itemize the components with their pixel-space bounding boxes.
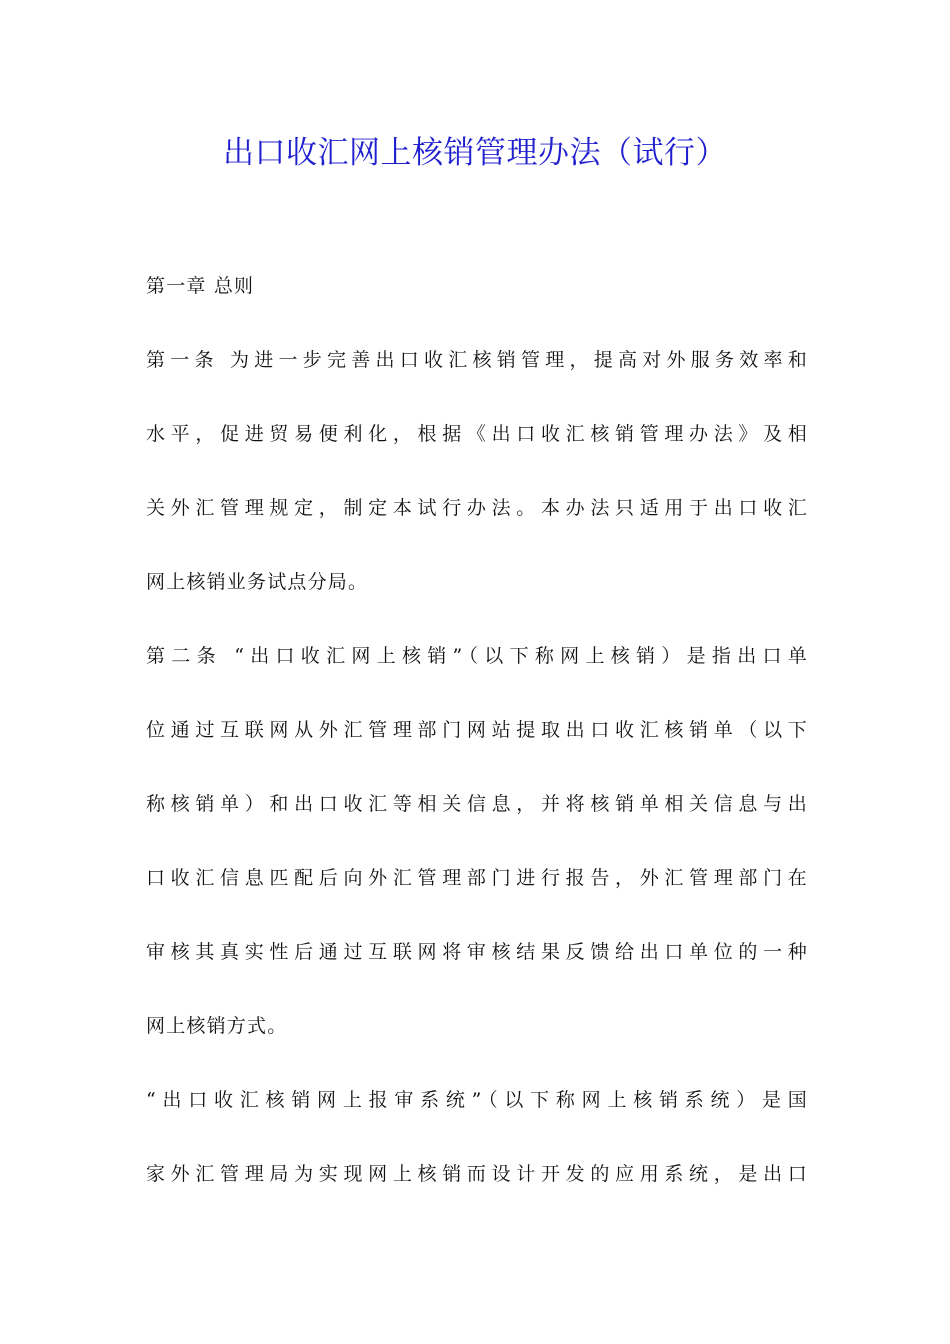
system-definition-paragraph <box>146 1076 808 1198</box>
paragraph-line: 审核其真实性后通过互联网将审核结果反馈给出口单位的一种 <box>146 941 808 963</box>
article-2-paragraph <box>146 632 808 1050</box>
paragraph-line: “出口收汇核销网上报审系统”（以下称网上核销系统）是国 <box>146 1089 808 1111</box>
paragraph-line: 第二条 “出口收汇网上核销”（以下称网上核销）是指出口单 <box>146 645 808 667</box>
document-title: 出口收汇网上核销管理办法（试行） <box>223 135 727 171</box>
paragraph-line: 关外汇管理规定，制定本试行办法。本办法只适用于出口收汇 <box>146 497 808 519</box>
paragraph-line: 称核销单）和出口收汇等相关信息，并将核销单相关信息与出 <box>146 793 808 815</box>
document-body <box>146 262 808 1224</box>
paragraph-line: 位通过互联网从外汇管理部门网站提取出口收汇核销单（以下 <box>146 719 808 741</box>
paragraph-line: 网上核销方式。 <box>146 1015 288 1037</box>
paragraph-line: 口收汇信息匹配后向外汇管理部门进行报告，外汇管理部门在 <box>146 867 808 889</box>
paragraph-line: 家外汇管理局为实现网上核销而设计开发的应用系统，是出口 <box>146 1163 808 1185</box>
paragraph-line: 网上核销业务试点分局。 <box>146 571 369 593</box>
paragraph-line: 水平，促进贸易便利化，根据《出口收汇核销管理办法》及相 <box>146 423 808 445</box>
article-1-paragraph <box>146 336 808 606</box>
paragraph-line: 第一条 为进一步完善出口收汇核销管理，提高对外服务效率和 <box>146 349 808 371</box>
chapter-heading: 第一章 总则 <box>146 275 255 297</box>
